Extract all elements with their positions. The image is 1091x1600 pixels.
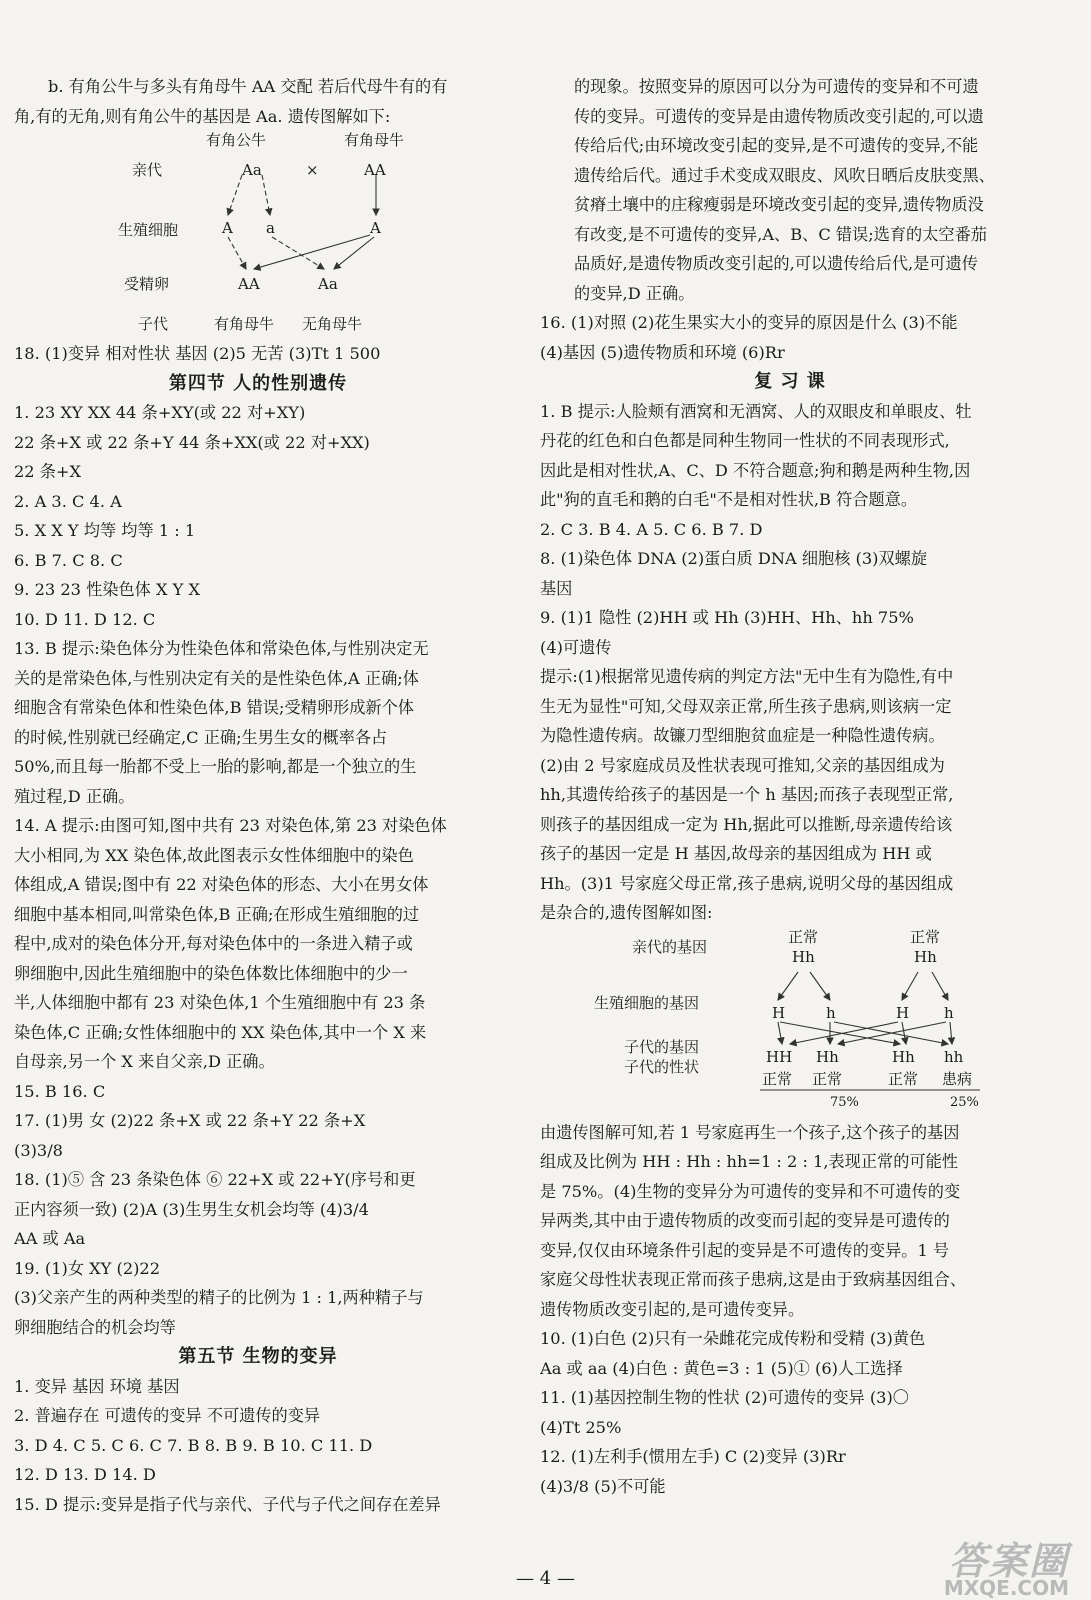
text-line: 的时候,性别就已经确定,C 正确;生男生女的概率各占	[14, 727, 388, 747]
child-Hh-1: Hh	[816, 1047, 839, 1066]
answers-review	[540, 397, 1040, 928]
trait-normal-2: 正常	[812, 1069, 843, 1088]
gamete-A: A	[222, 219, 233, 237]
child-Hh-2: Hh	[892, 1047, 915, 1066]
child-hh: hh	[944, 1047, 964, 1066]
row-label-child: 子代	[138, 315, 169, 333]
text-line: 生无为显性"可知,父母双亲正常,所生孩子患病,则该病一定	[540, 696, 952, 716]
answers-sex	[14, 398, 502, 1342]
text-line: 变异,仅仅由环境条件引起的变异是不可遗传的变异。1 号	[540, 1240, 950, 1260]
text-line: (3)父亲产生的两种类型的精子的比例为 1 : 1,两种精子与	[14, 1288, 424, 1307]
text-line: 此"狗的直毛和鹅的白毛"不是相对性状,B 符合题意。	[540, 490, 918, 509]
text-line: 2. C 3. B 4. A 5. C 6. B 7. D	[540, 519, 763, 539]
text-line: 6. B 7. C 8. C	[14, 550, 123, 570]
page-number: — 4 —	[516, 1568, 575, 1589]
text-line: 3. D 4. C 5. C 6. C 7. B 8. B 9. B 10. C 11. D	[14, 1435, 373, 1455]
cross-symbol: ×	[306, 161, 319, 179]
text-line: (4)3/8 (5)不可能	[540, 1476, 666, 1496]
ratio-75: 75%	[830, 1094, 859, 1110]
text-line: 14. A 提示:由图可知,图中共有 23 对染色体,第 23 对染色体	[14, 816, 447, 835]
header-bull: 有角公牛	[206, 131, 267, 149]
text-line: 9. 23 23 性染色体 X Y X	[14, 580, 200, 599]
label-child-traits: 子代的性状	[624, 1057, 700, 1076]
watermark-logo	[943, 1530, 1069, 1600]
text-line: 12. D 13. D 14. D	[14, 1465, 156, 1484]
text-line: 组成及比例为 HH : Hh : hh=1 : 2 : 1,表现正常的可能性	[540, 1152, 958, 1171]
text-line: 因此是相对性状,A、C、D 不符合题意;狗和鹅是两种生物,因	[540, 460, 971, 480]
text-line: 17. (1)男 女 (2)22 条+X 或 22 条+Y 22 条+X	[14, 1111, 366, 1130]
gamete-H-mother: H	[896, 1003, 910, 1022]
text-line: 1. B 提示:人脸颊有酒窝和无酒窝、人的双眼皮和单眼皮、牡	[540, 401, 972, 421]
answers-review-cont	[540, 1118, 1040, 1502]
text-line: (3)3/8	[14, 1140, 63, 1160]
text-line: 为隐性遗传病。故镰刀型细胞贫血症是一种隐性遗传病。	[540, 726, 945, 745]
text-line: 丹花的红色和白色都是同种生物同一性状的不同表现形式,	[540, 431, 950, 450]
child-hornless: 无角母牛	[302, 315, 363, 333]
text-line: 染色体,C 正确;女性体细胞中的 XX 染色体,其中一个 X 来	[14, 1022, 427, 1042]
text-line: 8. (1)染色体 DNA (2)蛋白质 DNA 细胞核 (3)双螺旋	[540, 549, 928, 568]
text-line: 是杂合的,遗传图解如图:	[540, 903, 713, 922]
text-line: 遗传给后代。通过手术变成双眼皮、风吹日晒后皮肤变黑、	[574, 165, 995, 185]
text-line: 5. X X Y 均等 均等 1 : 1	[14, 521, 196, 540]
father-genotype: Hh	[792, 947, 815, 966]
text-line: 18. (1)⑤ 含 23 条染色体 ⑥ 22+X 或 22+Y(序号和更	[14, 1170, 416, 1189]
mother-genotype: Hh	[914, 947, 937, 966]
label-parent-genes: 亲代的基因	[632, 937, 708, 956]
label-child-genes: 子代的基因	[624, 1037, 700, 1056]
child-horned: 有角母牛	[214, 315, 275, 333]
text-line: 品质好,是遗传物质改变引起的,可以遗传给后代,是可遗传	[574, 254, 978, 273]
text-line: 自母亲,另一个 X 来自父亲,D 正确。	[14, 1052, 275, 1071]
left-column	[14, 72, 502, 1519]
trait-diseased: 患病	[942, 1069, 973, 1088]
text-line: (4)可遗传	[540, 637, 612, 657]
text-line: Hh。(3)1 号家庭父母正常,孩子患病,说明父母的基因组成	[540, 873, 954, 893]
text-line: hh,其遗传给孩子的基因是一个 h 基因;而孩子表现型正常,	[540, 785, 954, 804]
text-line: 家庭父母性状表现正常而孩子患病,这是由于致病基因组合、	[540, 1270, 967, 1289]
section-heading: 第四节 人的性别遗传	[168, 372, 348, 394]
text-line: 1. 变异 基因 环境 基因	[14, 1376, 180, 1396]
trait-normal-1: 正常	[762, 1069, 793, 1088]
text-line: 15. D 提示:变异是指子代与亲代、子代与子代之间存在差异	[14, 1494, 441, 1514]
answers-variation	[14, 1372, 502, 1520]
text-line: 13. B 提示:染色体分为性染色体和常染色体,与性别决定无	[14, 639, 429, 658]
text-line: 50%,而且每一胎都不受上一胎的影响,都是一个独立的生	[14, 757, 417, 776]
gamete-h-father: h	[826, 1003, 836, 1022]
text-line: 的现象。按照变异的原因可以分为可遗传的变异和不可遗	[574, 77, 979, 96]
row-label-gamete: 生殖细胞	[118, 221, 179, 239]
gamete-H-father: H	[772, 1003, 786, 1022]
watermark-url: MXQE.COM	[943, 1576, 1069, 1600]
text-line: 程中,成对的染色体分开,每对染色体中的一条进入精子或	[14, 934, 413, 953]
text-line: 有改变,是不可遗传的变异,A、B、C 错误;选育的太空番茄	[574, 224, 987, 244]
text-line: 贫瘠土壤中的庄稼瘦弱是环境改变引起的变异,遗传物质没	[574, 195, 984, 214]
text-line: Aa 或 aa (4)白色 : 黄色=3 : 1 (5)① (6)人工选择	[540, 1358, 903, 1378]
text-line: 正内容须一致) (2)A (3)生男生女机会均等 (4)3/4	[14, 1199, 369, 1219]
cow-genotype: AA	[364, 161, 386, 179]
text-line: 传的变异。可遗传的变异是由遗传物质改变引起的,可以遗	[574, 106, 984, 126]
text-line: 12. (1)左利手(惯用左手) C (2)变异 (3)Rr	[540, 1447, 846, 1466]
header-cow: 有角母牛	[344, 131, 405, 149]
text-line: 关的是常染色体,与性别决定有关的是性染色体,A 正确;体	[14, 668, 419, 688]
inheritance-diagram-horns	[14, 131, 494, 339]
text-line: 1. 23 XY XX 44 条+XY(或 22 对+XY)	[14, 403, 306, 422]
text-line: 殖过程,D 正确。	[14, 786, 135, 806]
text-line: 2. 普遍存在 可遗传的变异 不可遗传的变异	[14, 1406, 321, 1425]
text-line: 体组成,A 错误;图中有 22 对染色体的形态、大小在男女体	[14, 875, 429, 894]
label-gamete-genes: 生殖细胞的基因	[594, 993, 700, 1012]
right-column	[540, 72, 1040, 1501]
answers-variation-cont	[540, 72, 1040, 308]
gamete-a: a	[266, 219, 275, 237]
text-line: AA 或 Aa	[14, 1229, 86, 1248]
gamete-h-mother: h	[944, 1003, 954, 1022]
mother-trait: 正常	[910, 927, 941, 946]
text-line: 的变异,D 正确。	[574, 283, 695, 303]
text-line: 2. A 3. C 4. A	[14, 491, 122, 511]
text-line: 19. (1)女 XY (2)22	[14, 1258, 161, 1278]
zygote-AA: AA	[238, 275, 260, 293]
father-trait: 正常	[788, 927, 819, 946]
text-line: 提示:(1)根据常见遗传病的判定方法"无中生有为隐性,有中	[540, 667, 954, 686]
text-line: 由遗传图解可知,若 1 号家庭再生一个孩子,这个孩子的基因	[540, 1122, 960, 1142]
text-line: 卵细胞结合的机会均等	[14, 1317, 176, 1337]
section-heading: 第五节 生物的变异	[178, 1346, 338, 1367]
text-line: 基因	[540, 578, 573, 598]
section-heading: 复 习 课	[754, 371, 826, 392]
text-line: 传给后代;由环境改变引起的变异,是不可遗传的变异,不能	[574, 136, 979, 155]
text-line: 遗传物质改变引起的,是可遗传变异。	[540, 1299, 805, 1319]
row-label-zygote: 受精卵	[124, 275, 170, 293]
text-line: 18. (1)变异 相对性状 基因 (2)5 无苦 (3)Tt 1 500	[14, 344, 381, 363]
gamete-A-cow: A	[370, 219, 381, 237]
text-line: 10. D 11. D 12. C	[14, 609, 156, 629]
row-label-parent: 亲代	[132, 161, 163, 179]
text-line: 22 条+X	[14, 462, 82, 481]
child-HH: HH	[766, 1047, 793, 1066]
diagram2-arrows	[540, 928, 1040, 1118]
text-line: b. 有角公牛与多头有角母牛 AA 交配 若后代母牛有的有	[48, 77, 448, 96]
bull-genotype: Aa	[242, 161, 262, 179]
text-line: (4)Tt 25%	[540, 1417, 622, 1437]
text-line: 22 条+X 或 22 条+Y 44 条+XX(或 22 对+XX)	[14, 432, 370, 452]
text-line: 则孩子的基因组成一定为 Hh,据此可以推断,母亲遗传给该	[540, 814, 953, 834]
text-line: 大小相同,为 XX 染色体,故此图表示女性体细胞中的染色	[14, 845, 414, 865]
text-line: 异两类,其中由于遗传物质的改变而引起的变异是可遗传的	[540, 1211, 950, 1230]
text-line: 16. (1)对照 (2)花生果实大小的变异的原因是什么 (3)不能	[540, 313, 958, 332]
text-line: 细胞含有常染色体和性染色体,B 错误;受精卵形成新个体	[14, 698, 414, 717]
left-intro	[14, 72, 502, 131]
trait-normal-3: 正常	[888, 1069, 919, 1088]
text-line: (4)基因 (5)遗传物质和环境 (6)Rr	[540, 342, 785, 362]
text-line: 半,人体细胞中都有 23 对染色体,1 个生殖细胞中有 23 条	[14, 993, 426, 1012]
inheritance-diagram-sickle-cell	[540, 928, 1040, 1118]
text-line: (2)由 2 号家庭成员及性状表现可推知,父亲的基因组成为	[540, 755, 945, 775]
text-line: 是 75%。(4)生物的变异分为可遗传的变异和不可遗传的变	[540, 1181, 961, 1201]
text-line: 11. (1)基因控制生物的性状 (2)可遗传的变异 (3)〇	[540, 1388, 909, 1407]
text-line: 卵细胞中,因此生殖细胞中的染色体数比体细胞中的少一	[14, 963, 408, 983]
ratio-25: 25%	[950, 1094, 979, 1110]
zygote-Aa: Aa	[318, 275, 338, 293]
text-line: 孩子的基因一定是 H 基因,故母亲的基因组成为 HH 或	[540, 844, 932, 863]
text-line: 细胞中基本相同,叫常染色体,B 正确;在形成生殖细胞的过	[14, 904, 420, 924]
text-line: 9. (1)1 隐性 (2)HH 或 Hh (3)HH、Hh、hh 75%	[540, 608, 914, 627]
text-line: 角,有的无角,则有角公牛的基因是 Aa. 遗传图解如下:	[14, 106, 391, 126]
text-line: 15. B 16. C	[14, 1081, 106, 1101]
watermark-text: 答案圈	[948, 1539, 1069, 1583]
text-line: 10. (1)白色 (2)只有一朵雌花完成传粉和受精 (3)黄色	[540, 1329, 926, 1348]
